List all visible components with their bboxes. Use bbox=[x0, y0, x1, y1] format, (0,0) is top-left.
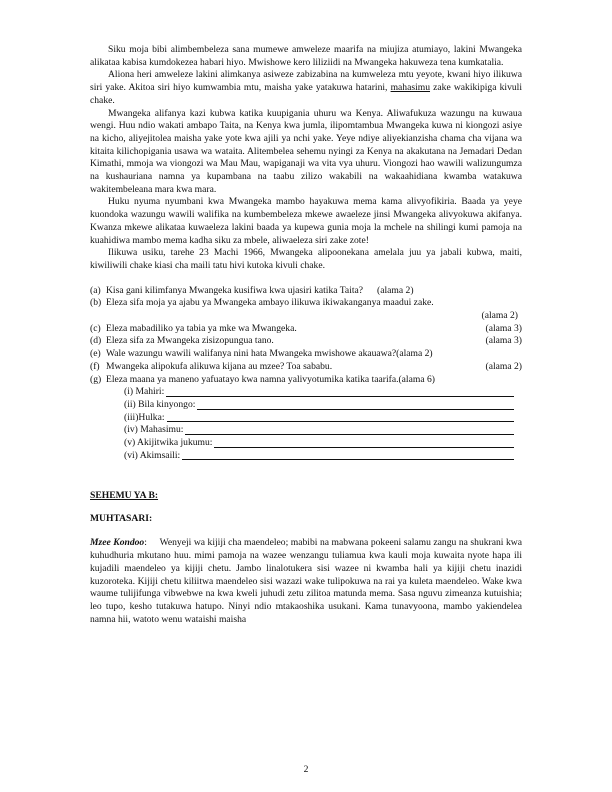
answer-line[interactable] bbox=[214, 447, 514, 448]
question-text: Kisa gani kilimfanya Mwangeka kusifiwa kwa ujasiri katika Taita? bbox=[106, 284, 364, 296]
question-label: (e) bbox=[90, 348, 101, 360]
question-text: Eleza maana ya maneno yafuatayo kwa namna yalivyotumika katika taarifa. bbox=[106, 373, 399, 385]
question-label: (f) bbox=[90, 360, 100, 372]
page-content bbox=[90, 44, 522, 636]
vocab-label: (ii) Bila kinyongo: bbox=[124, 398, 196, 410]
question-f bbox=[90, 361, 522, 374]
question-b bbox=[90, 297, 522, 310]
summary-passage bbox=[90, 537, 522, 626]
vocab-item-iii bbox=[124, 412, 522, 425]
question-c bbox=[90, 323, 522, 336]
vocab-label: (vi) Akimsaili: bbox=[124, 449, 181, 461]
paragraph-2-start: Aliona heri amweleze lakini alimkanya asiweze zabizabina na kumweleza mtu yeyote, kwani hiyo ilikuwa siri yake. Akitoa siri hiyo kumwambia mtu, maisha yake yatakuwa hatarini, bbox=[90, 69, 522, 94]
question-text: Eleza sifa za Mwangeka zisizopungua tano. bbox=[106, 335, 274, 347]
vocab-label: (i) Mahiri: bbox=[124, 386, 165, 398]
vocab-item-vi bbox=[124, 450, 522, 463]
speaker-separator: : bbox=[144, 537, 147, 549]
question-a bbox=[90, 285, 522, 298]
vocab-item-i bbox=[124, 386, 522, 399]
paragraph-2-end: zake wakikipiga kivuli chake. bbox=[90, 82, 522, 106]
question-text: Eleza mabadiliko ya tabia ya mke wa Mwangeka. bbox=[106, 322, 297, 334]
answer-line[interactable] bbox=[182, 459, 514, 460]
question-marks: (alama 2) bbox=[481, 310, 518, 322]
question-label: (g) bbox=[90, 373, 102, 385]
answer-line[interactable] bbox=[197, 409, 514, 410]
question-marks: (alama 3) bbox=[485, 335, 522, 347]
section-subheading: MUHTASARI: bbox=[90, 512, 153, 524]
answer-line[interactable] bbox=[166, 396, 514, 397]
question-label: (b) bbox=[90, 297, 102, 309]
vocab-label: (iv) Mahasimu: bbox=[124, 424, 184, 436]
story-paragraph-5: Ilikuwa usiku, tarehe 23 Machi 1966, Mwangeka alipoonekana amelala juu ya jabali kubwa, maiti, kiwiliwili chake kiasi cha maili tatu hivi kutoka kivuli chake. bbox=[90, 247, 522, 271]
vocabulary-items bbox=[124, 386, 522, 462]
question-marks: (alama 3) bbox=[485, 322, 522, 334]
answer-line[interactable] bbox=[167, 421, 515, 422]
question-marks: (alama 2) bbox=[485, 360, 522, 372]
question-marks: (alama 6) bbox=[398, 373, 435, 385]
page-number: 2 bbox=[303, 764, 309, 775]
question-text: Wale wazungu wawili walifanya nini hata Mwangeka mwishowe akauawa? bbox=[106, 348, 397, 360]
question-label: (c) bbox=[90, 322, 101, 334]
vocab-item-iv bbox=[124, 424, 522, 437]
summary-text: Wenyeji wa kijiji cha maendeleo; mabibi na mabwana pokeeni salamu zangu na shukrani kwa kuhudhuria mkutano huu. mimi pamoja na wazee wenzangu tuliamua kwa kauli moja kuwaita nyote hapa ili kujadili maendeleo ya kijiji chetu. Jambo linalotukera sisi wazee ni kwamba hali ya kijiji chetu inazidi kuzoroteka. Kijiji chetu kiliitwa maendeleo sisi wazazi wake tulipokuwa na rai ya kuleta maendeleo. Wake kwa waume tulijifunga vibwebwe na kwa kweli juhudi zetu zilitoa matunda mema. Sasa nguvu zimeanza kutuishia; leo tupo, kesho tutakuwa hatupo. Ninyi ndio mtakaoshika usukani. Kama tunavyoona, mambo yakiendelea namna hii, watoto wenu wataishi maisha bbox=[90, 537, 522, 625]
story-paragraph-1: Siku moja bibi alimbembeleza sana mumewe amweleze maarifa na miujiza atumiayo, lakini Mwangeka alikataa kabisa kumdokezea habari hiyo. Mwishowe kero liliziidi na Mwangeka hakuweza tena kumkatalia. bbox=[90, 44, 522, 68]
question-e bbox=[90, 348, 522, 361]
question-label: (a) bbox=[90, 284, 101, 296]
question-marks: (alama 2) bbox=[396, 348, 433, 360]
questions-list bbox=[90, 285, 522, 463]
speaker-name: Mzee Kondoo bbox=[90, 537, 145, 549]
question-text: Mwangeka alipokufa alikuwa kijana au mzee? Toa sababu. bbox=[106, 360, 333, 372]
vocab-item-ii bbox=[124, 399, 522, 412]
question-label: (d) bbox=[90, 335, 102, 347]
vocab-item-v bbox=[124, 437, 522, 450]
vocab-label: (iii)Hulka: bbox=[124, 411, 165, 423]
question-g bbox=[90, 374, 522, 387]
story-paragraph-3: Mwangeka alifanya kazi kubwa katika kuupigania uhuru wa Kenya. Aliwafukuza wazungu na kuwaua wengi. Huu ndio wakati ambapo Taita, na Kenya kwa jumla, ilipomtambua Mwangeka kuwa ni kiongozi asiye na kicho, aliyejitolea maisha yake yote kwa ajili ya nchi yake. Yeye ndiye aliyekianzisha chama cha vijana wa kitaita kilichopigania usawa wa wataita. Alitembelea sehemu nyingi za Kenya na akakutana na Jemadari Dedan Kimathi, mmoja wa viongozi wa Mau Mau, wapiganaji wa vita vya uhuru. Viongozi hao wawili walizungumza na kushauriana namna ya kupambana na taabu zilizo wakabili na wakaahidiana kwamba watakuwa wakitembeleana mara kwa mara. bbox=[90, 107, 522, 195]
section-heading: SEHEMU YA B: bbox=[90, 490, 159, 502]
question-text: Eleza sifa moja ya ajabu ya Mwangeka ambayo ilikuwa ikiwakanganya maadui zake. bbox=[106, 297, 434, 309]
story-paragraph-4: Huku nyuma nyumbani kwa Mwangeka mambo hayakuwa mema kama alivyofikiria. Baada ya yeye kuondoka wazungu wawili walifika na kumbembeleza mkewe awaeleze jinsi Mwangeka alivyokuwa akifanya. Kwanza mkewe alikataa kuwaeleza lakini baada ya kupewa gunia moja la mchele na shilingi kumi pamoja na kuahidiwa mambo mema kadha siku za mbele, aliwaeleza siri zake zote! bbox=[90, 196, 522, 246]
vocab-label: (v) Akijitwika jukumu: bbox=[124, 437, 213, 449]
question-d bbox=[90, 335, 522, 348]
story-paragraph-2 bbox=[90, 69, 522, 107]
underlined-word: mahasimu bbox=[390, 82, 431, 94]
question-marks: (alama 2) bbox=[377, 284, 414, 296]
answer-line[interactable] bbox=[185, 434, 514, 435]
